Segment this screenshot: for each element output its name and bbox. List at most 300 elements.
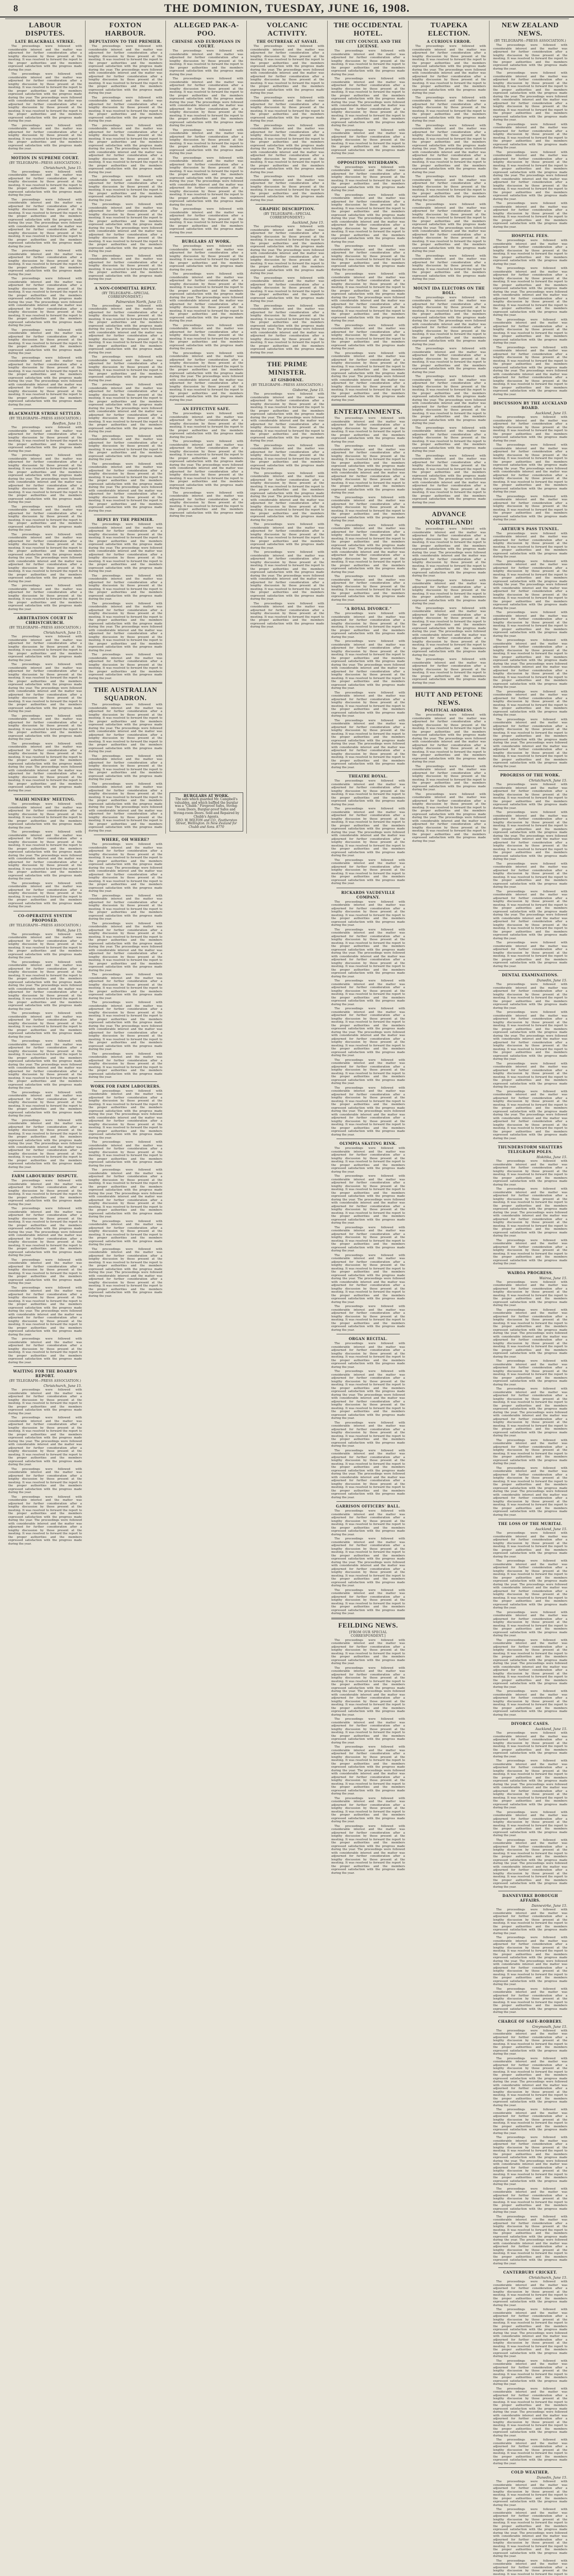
article-text: The proceedings were followed with considerable interest and the matter was adjourned for further consideration after a lengthy discussion by those present at the meeting. It was resolved to forward the report to the proper authorities and the members expressed satisfaction with the progress made during the year. bbox=[493, 416, 567, 443]
article-text: The proceedings were followed with considerable interest and the matter was adjourned for further consideration after a lengthy discussion by those present at the meeting. It was resolved to forward the report to the proper authorities and the members expressed satisfaction with the progress made during the year. bbox=[493, 1908, 567, 1935]
column-2 bbox=[86, 21, 166, 834]
article-text: The proceedings were followed with considerable interest and the matter was adjourned for further consideration after a lengthy discussion by those present at the meeting. It was resolved to forward the report to the proper authorities and the members expressed satisfaction with the progress made during the year. bbox=[89, 894, 162, 921]
divider bbox=[498, 2016, 562, 2017]
article-text: The proceedings were followed with considerable interest and the matter was adjourned for further consideration after a lengthy discussion by those present at the meeting. It was resolved to forward the report to the proper authorities and the members expressed satisfaction with the progress made during the year. bbox=[493, 983, 567, 1010]
subheading: WORK FOR FARM LABOURERS. bbox=[89, 1084, 162, 1089]
divider bbox=[175, 236, 238, 237]
subheading: WAIROA PROGRESS. bbox=[493, 1270, 567, 1275]
article-text: The proceedings were followed with considerable interest and the matter was adjourned for further consideration after a lengthy discussion by those present at the meeting. It was resolved to forward the report to the proper authorities and the members expressed satisfaction with the progress made during the year. bbox=[493, 611, 567, 638]
article-text: The proceedings were followed with considerable interest and the matter was adjourned for further consideration after a lengthy discussion by those present at the meeting. It was resolved to forward the report to the proper authorities and the members expressed satisfaction with the progress made during the year. The proceedings were followed with considerable interest and the matter was adjourned for further consideration after a lengthy discussion by those present at the meeting. It was resolved to forward the report to the proper authorities and the members expressed satisfaction with the progress made during the year. bbox=[493, 1090, 567, 1141]
dateline: Dunedin, June 15. bbox=[493, 2476, 567, 2480]
article-text: The proceedings were followed with considerable interest and the matter was adjourned for further consideration after a lengthy discussion by those present at the meeting. It was resolved to forward the report to the proper authorities and the members expressed satisfaction with the progress made during the year. The proceedings were followed with considerable interest and the matter was adjourned for further consideration after a lengthy discussion by those present at the meeting. It was resolved to forward the report to the proper authorities and the members expressed satisfaction with the progress made during the year. bbox=[89, 1168, 162, 1219]
article-text: The proceedings were followed with considerable interest and the matter was adjourned for further consideration after a lengthy discussion by those present at the meeting. It was resolved to forward the report to the proper authorities and the members expressed satisfaction with the progress made during the year. bbox=[250, 175, 324, 202]
subheading: POLITICAL ADDRESS. bbox=[412, 708, 486, 713]
article-text: The proceedings were followed with considerable interest and the matter was adjourned for further consideration after a lengthy discussion by those present at the meeting. It was resolved to forward the report to the proper authorities and the members expressed satisfaction with the progress made during the year. bbox=[89, 355, 162, 382]
article-text: The proceedings were followed with considerable interest and the matter was adjourned for further consideration after a lengthy discussion by those present at the meeting. It was resolved to forward the report to the proper authorities and the members expressed satisfaction with the progress made during the year. The proceedings were followed with considerable interest and the matter was adjourned for further consideration after a lengthy discussion by those present at the meeting. It was resolved to forward the report to the proper authorities and the members expressed satisfaction with the progress made during the year. bbox=[331, 1537, 405, 1588]
article-text: The proceedings were followed with considerable interest and the matter was adjourned for further consideration after a lengthy discussion by those present at the meeting. It was resolved to forward the report to the proper authorities and the members expressed satisfaction with the progress made during the year. bbox=[8, 249, 82, 276]
divider bbox=[94, 283, 157, 284]
article-text: The proceedings were followed with considerable interest and the matter was adjourned for further consideration after a lengthy discussion by those present at the meeting. It was resolved to forward the report to the proper authorities and the members expressed satisfaction with the progress made during the year. bbox=[493, 1439, 567, 1466]
credit-line: [FROM OUR SPECIAL CORRESPONDENT.] bbox=[331, 1631, 405, 1638]
credit-line: (BY TELEGRAPH—PRESS ASSOCIATION.) bbox=[8, 417, 82, 420]
subheading: THEATRE ROYAL. bbox=[331, 774, 405, 778]
article-text: The proceedings were followed with considerable interest and the matter was adjourned for further consideration after a lengthy discussion by those present at the meeting. It was resolved to forward the report to the proper authorities and the members expressed satisfaction with the progress made during the year. The proceedings were followed with considerable interest and the matter was adjourned for further consideration after a lengthy discussion by those present at the meeting. It was resolved to forward the report to the proper authorities and the members expressed satisfaction with the progress made during the year. bbox=[170, 352, 243, 402]
article-text: The proceedings were followed with considerable interest and the matter was adjourned for further consideration after a lengthy discussion by those present at the meeting. It was resolved to forward the report to the proper authorities and the members expressed satisfaction with the progress made during the year. bbox=[8, 584, 82, 611]
credit-line: (BY TELEGRAPH—PRESS ASSOCIATION.) bbox=[8, 924, 82, 927]
article-text: The proceedings were followed with considerable interest and the matter was adjourned for further consideration after a lengthy discussion by those present at the meeting. It was resolved to forward the report to the proper authorities and the members expressed satisfaction with the progress made during the year. The proceedings were followed with considerable interest and the matter was adjourned for further consideration after a lengthy discussion by those present at the meeting. It was resolved to forward the report to the proper authorities and the members expressed satisfaction with the progress made during the year. bbox=[250, 45, 324, 95]
article-text: The proceedings were followed with considerable interest and the matter was adjourned for further consideration after a lengthy discussion by those present at the meeting. It was resolved to forward the report to the proper authorities and the members expressed satisfaction with the progress made during the year. The proceedings were followed with considerable interest and the matter was adjourned for further consideration after a lengthy discussion by those present at the meeting. It was resolved to forward the report to the proper authorities and the members expressed satisfaction with the progress made during the year. bbox=[331, 524, 405, 574]
article-text: The proceedings were followed with considerable interest and the matter was adjourned for further consideration after a lengthy discussion by those present at the meeting. It was resolved to forward the report to the proper authorities and the members expressed satisfaction with the progress made during the year. The proceedings were followed with considerable interest and the matter was adjourned for further consideration after a lengthy discussion by those present at the meeting. It was resolved to forward the report to the proper authorities and the members expressed satisfaction with the progress made during the year. bbox=[412, 203, 486, 253]
article-text: The proceedings were followed with considerable interest and the matter was adjourned for further consideration after a lengthy discussion by those present at the meeting. It was resolved to forward the report to the proper authorities and the members expressed satisfaction with the progress made during the year. bbox=[493, 239, 567, 266]
article-text: The proceedings were followed with considerable interest and the matter was adjourned for further consideration after a lengthy discussion by those present at the meeting. It was resolved to forward the report to the proper authorities and the members expressed satisfaction with the progress made during the year. bbox=[493, 1690, 567, 1717]
article-text: The proceedings were followed with considerable interest and the matter was adjourned for further consideration after a lengthy discussion by those present at the meeting. It was resolved to forward the report to the proper authorities and the members expressed satisfaction with the progress made during the year. bbox=[250, 277, 324, 303]
subheading: DEPUTATION TO THE PREMIER. bbox=[89, 39, 162, 44]
article-text: The proceedings were followed with considerable interest and the matter was adjourned for further consideration after a lengthy discussion by those present at the meeting. It was resolved to forward the report to the proper authorities and the members expressed satisfaction with the progress made during the year. bbox=[493, 1732, 567, 1758]
subheading: MOUNT IDA ELECTORS ON THE ROLL. bbox=[412, 286, 486, 295]
divider bbox=[256, 204, 319, 205]
subheading: A CURIOUS ERROR. bbox=[412, 39, 486, 44]
dateline: Gisborne, June 15. bbox=[250, 388, 324, 392]
article-text: The proceedings were followed with considerable interest and the matter was adjourned for further consideration after a lengthy discussion by those present at the meeting. It was resolved to forward the report to the proper authorities and the members expressed satisfaction with the progress made during the year. bbox=[8, 1259, 82, 1285]
headline: THE OCCIDENTAL HOTEL. bbox=[331, 22, 405, 38]
headline: VOLCANIC ACTIVITY. bbox=[250, 22, 324, 38]
article-text: The proceedings were followed with considerable interest and the matter was adjourned for further consideration after a lengthy discussion by those present at the meeting. It was resolved to forward the report to the proper authorities and the members expressed satisfaction with the progress made during the year. bbox=[331, 1718, 405, 1744]
article-text: The proceedings were followed with considerable interest and the matter was adjourned for further consideration after a lengthy discussion by those present at the meeting. It was resolved to forward the report to the proper authorities and the members expressed satisfaction with the progress made during the year. bbox=[89, 973, 162, 1000]
article-text: The proceedings were followed with considerable interest and the matter was adjourned for further consideration after a lengthy discussion by those present at the meeting. It was resolved to forward the report to the proper authorities and the members expressed satisfaction with the progress made during the year. The proceedings were followed with considerable interest and the matter was adjourned for further consideration after a lengthy discussion by those present at the meeting. It was resolved to forward the report to the proper authorities and the members expressed satisfaction with the progress made during the year. bbox=[493, 1387, 567, 1438]
article-text: The proceedings were followed with considerable interest and the matter was adjourned for further consideration after a lengthy discussion by those present at the meeting. It was resolved to forward the report to the proper authorities and the members expressed satisfaction with the progress made during the year. bbox=[331, 612, 405, 639]
article-text: The proceedings were followed with considerable interest and the matter was adjourned for further consideration after a lengthy discussion by those present at the meeting. It was resolved to forward the report to the proper authorities and the members expressed satisfaction with the progress made during the year. The proceedings were followed with considerable interest and the matter was adjourned for further consideration after a lengthy discussion by those present at the meeting. It was resolved to forward the report to the proper authorities and the members expressed satisfaction with the progress made during the year. bbox=[8, 277, 82, 328]
headline: LABOUR DISPUTES. bbox=[8, 22, 82, 38]
article-text: The proceedings were followed with considerable interest and the matter was adjourned for further consideration after a lengthy discussion by those present at the meeting. It was resolved to forward the report to the proper authorities and the members expressed satisfaction with the progress made during the year. The proceedings were followed with considerable interest and the matter was adjourned for further consideration after a lengthy discussion by those present at the meeting. It was resolved to forward the report to the proper authorities and the members expressed satisfaction with the progress made during the year. bbox=[493, 2215, 567, 2266]
article-text: The proceedings were followed with considerable interest and the matter was adjourned for further consideration after a lengthy discussion by those present at the meeting. It was resolved to forward the report to the proper authorities and the members expressed satisfaction with the progress made during the year. bbox=[493, 783, 567, 810]
subheading: GRAPHIC DESCRIPTION. bbox=[250, 207, 324, 211]
article-text: The proceedings were followed with considerable interest and the matter was adjourned for further consideration after a lengthy discussion by those present at the meeting. It was resolved to forward the report to the proper authorities and the members expressed satisfaction with the progress made during the year. bbox=[493, 123, 567, 150]
article-text: The proceedings were followed with considerable interest and the matter was adjourned for further consideration after a lengthy discussion by those present at the meeting. It was resolved to forward the report to the proper authorities and the members expressed satisfaction with the progress made during the year. bbox=[170, 324, 243, 351]
subheading: LATE BLACKBALL STRIKE. bbox=[8, 39, 82, 44]
article-text: The proceedings were followed with considerable interest and the matter was adjourned for further consideration after a lengthy discussion by those present at the meeting. It was resolved to forward the report to the proper authorities and the members expressed satisfaction with the progress made during the year. bbox=[331, 575, 405, 602]
article-text: The proceedings were followed with considerable interest and the matter was adjourned for further consideration after a lengthy discussion by those present at the meeting. It was resolved to forward the report to the proper authorities and the members expressed satisfaction with the progress made during the year. The proceedings were followed with considerable interest and the matter was adjourned for further consideration after a lengthy discussion by those present at the meeting. It was resolved to forward the report to the proper authorities and the members expressed satisfaction with the progress made during the year. bbox=[493, 2508, 567, 2558]
article-text: The proceedings were followed with considerable interest and the matter was adjourned for further consideration after a lengthy discussion by those present at the meeting. It was resolved to forward the report to the proper authorities and the members expressed satisfaction with the progress made during the year. bbox=[331, 1421, 405, 1448]
article-text: The proceedings were followed with considerable interest and the matter was adjourned for further consideration after a lengthy discussion by those present at the meeting. It was resolved to forward the report to the proper authorities and the members expressed satisfaction with the progress made during the year. The proceedings were followed with considerable interest and the matter was adjourned for further consideration after a lengthy discussion by those present at the meeting. It was resolved to forward the report to the proper authorities and the members expressed satisfaction with the progress made during the year. bbox=[89, 1090, 162, 1140]
article-text: The proceedings were followed with considerable interest and the matter was adjourned for further consideration after a lengthy discussion by those present at the meeting. It was resolved to forward the report to the proper authorities and the members expressed satisfaction with the progress made during the year. The proceedings were followed with considerable interest and the matter was adjourned for further consideration after a lengthy discussion by those present at the meeting. It was resolved to forward the report to the proper authorities and the members expressed satisfaction with the progress made during the year. bbox=[412, 124, 486, 175]
article-text: The proceedings were followed with considerable interest and the matter was adjourned for further consideration after a lengthy discussion by those present at the meeting. It was resolved to forward the report to the proper authorities and the members expressed satisfaction with the progress made during the year. bbox=[250, 602, 324, 629]
article-text: The proceedings were followed with considerable interest and the matter was adjourned for further consideration after a lengthy discussion by those present at the meeting. It was resolved to forward the report to the proper authorities and the members expressed satisfaction with the progress made during the year. bbox=[331, 1226, 405, 1253]
article-text: The proceedings were followed with considerable interest and the matter was adjourned for further consideration after a lengthy discussion by those present at the meeting. It was resolved to forward the report to the proper authorities and the members expressed satisfaction with the progress made during the year. bbox=[8, 45, 82, 72]
dateline: Auckland, June 15. bbox=[250, 221, 324, 225]
subheading: CHARGE OF SAFE-ROBBERY. bbox=[493, 2019, 567, 2024]
article-text: The proceedings were followed with considerable interest and the matter was adjourned for further consideration after a lengthy discussion by those present at the meeting. It was resolved to forward the report to the proper authorities and the members expressed satisfaction with the progress made during the year. bbox=[493, 1160, 567, 1187]
headline: FOXTON HARBOUR. bbox=[89, 22, 162, 38]
article-text: The proceedings were followed with considerable interest and the matter was adjourned for further consideration after a lengthy discussion by those present at the meeting. It was resolved to forward the report to the proper authorities and the members expressed satisfaction with the progress made during the year. bbox=[331, 859, 405, 886]
article-text: The proceedings were followed with considerable interest and the matter was adjourned for further consideration after a lengthy discussion by those present at the meeting. It was resolved to forward the report to the proper authorities and the members expressed satisfaction with the progress made during the year. The proceedings were followed with considerable interest and the matter was adjourned for further consideration after a lengthy discussion by those present at the meeting. It was resolved to forward the report to the proper authorities and the members expressed satisfaction with the progress made during the year. bbox=[493, 346, 567, 397]
page-number: 8 bbox=[13, 3, 18, 14]
article-text: The proceedings were followed with considerable interest and the matter was adjourned for further consideration after a lengthy discussion by those present at the meeting. It was resolved to forward the report to the proper authorities and the members expressed satisfaction with the progress made during the year. bbox=[170, 245, 243, 272]
divider bbox=[498, 2267, 562, 2268]
article-text: The proceedings were followed with considerable interest and the matter was adjourned for further consideration after a lengthy discussion by those present at the meeting. It was resolved to forward the report to the proper authorities and the members expressed satisfaction with the progress made during the year. bbox=[331, 979, 405, 1006]
subheading: THE LOSS OF THE MURITAI. bbox=[493, 1521, 567, 1526]
article-text: The proceedings were followed with considerable interest and the matter was adjourned for further consideration after a lengthy discussion by those present at the meeting. It was resolved to forward the report to the proper authorities and the members expressed satisfaction with the progress made during the year. bbox=[89, 1053, 162, 1079]
article-text: The proceedings were followed with considerable interest and the matter was adjourned for further consideration after a lengthy discussion by those present at the meeting. It was resolved to forward the report to the proper authorities and the members expressed satisfaction with the progress made during the year. The proceedings were followed with considerable interest and the matter was adjourned for further consideration after a lengthy discussion by those present at the meeting. It was resolved to forward the report to the proper authorities and the members expressed satisfaction with the progress made during the year. bbox=[89, 1248, 162, 1298]
article-text: The proceedings were followed with considerable interest and the matter was adjourned for further consideration after a lengthy discussion by those present at the meeting. It was resolved to forward the report to the proper authorities and the members expressed satisfaction with the progress made during the year. The proceedings were followed with considerable interest and the matter was adjourned for further consideration after a lengthy discussion by those present at the meeting. It was resolved to forward the report to the proper authorities and the members expressed satisfaction with the progress made during the year. bbox=[331, 1667, 405, 1717]
headline: ADVANCE NORTHLAND! bbox=[412, 510, 486, 527]
dateline: Christchurch, June 15. bbox=[493, 2276, 567, 2280]
article-text: The proceedings were followed with considerable interest and the matter was adjourned for further consideration after a lengthy discussion by those present at the meeting. It was resolved to forward the report to the proper authorities and the members expressed satisfaction with the progress made during the year. bbox=[8, 124, 82, 151]
subheading: BURGLARS AT WORK. bbox=[170, 239, 243, 244]
divider bbox=[13, 1171, 77, 1172]
dateline: Greymouth, June 15. bbox=[493, 2025, 567, 2029]
article-text: The proceedings were followed with considerable interest and the matter was adjourned for further consideration after a lengthy discussion by those present at the meeting. It was resolved to forward the report to the proper authorities and the members expressed satisfaction with the progress made during the year. bbox=[493, 690, 567, 717]
article-text: The proceedings were followed with considerable interest and the matter was adjourned for further consideration after a lengthy discussion by those present at the meeting. It was resolved to forward the report to the proper authorities and the members expressed satisfaction with the progress made during the year. bbox=[8, 1012, 82, 1039]
article-text: The proceedings were followed with considerable interest and the matter was adjourned for further consideration after a lengthy discussion by those present at the meeting. It was resolved to forward the report to the proper authorities and the members expressed satisfaction with the progress made during the year. The proceedings were followed with considerable interest and the matter was adjourned for further consideration after a lengthy discussion by those present at the meeting. It was resolved to forward the report to the proper authorities and the members expressed satisfaction with the progress made during the year. bbox=[493, 2387, 567, 2438]
article-text: The proceedings were followed with considerable interest and the matter was adjourned for further consideration after a lengthy discussion by those present at the meeting. It was resolved to forward the report to the proper authorities and the members expressed satisfaction with the progress made during the year. bbox=[8, 635, 82, 662]
article-text: The proceedings were followed with considerable interest and the matter was adjourned for further consideration after a lengthy discussion by those present at the meeting. It was resolved to forward the report to the proper authorities and the members expressed satisfaction with the progress made during the year. The proceedings were followed with considerable interest and the matter was adjourned for further consideration after a lengthy discussion by those present at the meeting. It was resolved to forward the report to the proper authorities and the members expressed satisfaction with the progress made during the year. bbox=[331, 194, 405, 244]
article-text: The proceedings were followed with considerable interest and the matter was adjourned for further consideration after a lengthy discussion by those present at the meeting. It was resolved to forward the report to the proper authorities and the members expressed satisfaction with the progress made during the year. The proceedings were followed with considerable interest and the matter was adjourned for further consideration after a lengthy discussion by those present at the meeting. It was resolved to forward the report to the proper authorities and the members expressed satisfaction with the progress made during the year. bbox=[8, 198, 82, 249]
divider bbox=[13, 153, 77, 154]
dateline: Palmerston North, June 15. bbox=[89, 300, 162, 304]
subheading: DIVORCE CASES. bbox=[493, 1721, 567, 1726]
article-text: The proceedings were followed with considerable interest and the matter was adjourned for further consideration after a lengthy discussion by those present at the meeting. It was resolved to forward the report to the proper authorities and the members expressed satisfaction with the progress made during the year. bbox=[170, 129, 243, 156]
article-text: The proceedings were followed with considerable interest and the matter was adjourned for further consideration after a lengthy discussion by those present at the meeting. It was resolved to forward the report to the proper authorities and the members expressed satisfaction with the progress made during the year. bbox=[331, 324, 405, 351]
article-text: The proceedings were followed with considerable interest and the matter was adjourned for further consideration after a lengthy discussion by those present at the meeting. It was resolved to forward the report to the proper authorities and the members expressed satisfaction with the progress made during the year. bbox=[170, 412, 243, 439]
article-text: The proceedings were followed with considerable interest and the matter was adjourned for further consideration after a lengthy discussion by those present at the meeting. It was resolved to forward the report to the proper authorities and the members expressed satisfaction with the progress made during the year. bbox=[331, 1305, 405, 1332]
columns bbox=[5, 21, 570, 835]
article-text: The proceedings were followed with considerable interest and the matter was adjourned for further consideration after a lengthy discussion by those present at the meeting. It was resolved to forward the report to the proper authorities and the members expressed satisfaction with the progress made during the year. The proceedings were followed with considerable interest and the matter was adjourned for further consideration after a lengthy discussion by those present at the meeting. It was resolved to forward the report to the proper authorities and the members expressed satisfaction with the progress made during the year. bbox=[331, 1825, 405, 1875]
article-text: The proceedings were followed with considerable interest and the matter was adjourned for further consideration after a lengthy discussion by those present at the meeting. It was resolved to forward the report to the proper authorities and the members expressed satisfaction with the progress made during the year. bbox=[170, 208, 243, 234]
headline: FEILDING NEWS. bbox=[331, 1621, 405, 1630]
article-text: The proceedings were followed with considerable interest and the matter was adjourned for further consideration after a lengthy discussion by those present at the meeting. It was resolved to forward the report to the proper authorities and the members expressed satisfaction with the progress made during the year. The proceedings were followed with considerable interest and the matter was adjourned for further consideration after a lengthy discussion by those present at the meeting. It was resolved to forward the report to the proper authorities and the members expressed satisfaction with the progress made during the year. bbox=[250, 551, 324, 601]
divider bbox=[250, 357, 324, 358]
article-text: The proceedings were followed with considerable interest and the matter was adjourned for further consideration after a lengthy discussion by those present at the meeting. It was resolved to forward the report to the proper authorities and the members expressed satisfaction with the progress made during the year. bbox=[331, 496, 405, 523]
article-text: The proceedings were followed with considerable interest and the matter was adjourned for further consideration after a lengthy discussion by those present at the meeting. It was resolved to forward the report to the proper authorities and the members expressed satisfaction with the progress made during the year. The proceedings were followed with considerable interest and the matter was adjourned for further consideration after a lengthy discussion by those present at the meeting. It was resolved to forward the report to the proper authorities and the members expressed satisfaction with the progress made during the year. bbox=[170, 157, 243, 207]
article-text: The proceedings were followed with considerable interest and the matter was adjourned for further consideration after a lengthy discussion by those present at the meeting. It was resolved to forward the report to the proper authorities and the members expressed satisfaction with the progress made during the year. The proceedings were followed with considerable interest and the matter was adjourned for further consideration after a lengthy discussion by those present at the meeting. It was resolved to forward the report to the proper authorities and the members expressed satisfaction with the progress made during the year. bbox=[8, 1207, 82, 1258]
article-text: The proceedings were followed with considerable interest and the matter was adjourned for further consideration after a lengthy discussion by those present at the meeting. It was resolved to forward the report to the proper authorities and the members expressed satisfaction with the progress made during the year. bbox=[170, 492, 243, 518]
article-text: The proceedings were followed with considerable interest and the matter was adjourned for further consideration after a lengthy discussion by those present at the meeting. It was resolved to forward the report to the proper authorities and the members expressed satisfaction with the progress made during the year. The proceedings were followed with considerable interest and the matter was adjourned for further consideration after a lengthy discussion by those present at the meeting. It was resolved to forward the report to the proper authorities and the members expressed satisfaction with the progress made during the year. bbox=[250, 393, 324, 443]
article-text: The proceedings were followed with considerable interest and the matter was adjourned for further consideration after a lengthy discussion by those present at the meeting. It was resolved to forward the report to the proper authorities and the members expressed satisfaction with the progress made during the year. The proceedings were followed with considerable interest and the matter was adjourned for further consideration after a lengthy discussion by those present at the meeting. It was resolved to forward the report to the proper authorities and the members expressed satisfaction with the progress made during the year. bbox=[250, 472, 324, 522]
article-text: The proceedings were followed with considerable interest and the matter was adjourned for further consideration after a lengthy discussion by those present at the meeting. It was resolved to forward the report to the proper authorities and the members expressed satisfaction with the progress made during the year. The proceedings were followed with considerable interest and the matter was adjourned for further consideration after a lengthy discussion by those present at the meeting. It was resolved to forward the report to the proper authorities and the members expressed satisfaction with the progress made during the year. bbox=[493, 1839, 567, 1889]
subheading: MOTION IN SUPREME COURT. bbox=[8, 156, 82, 160]
subheading: CHINESE AND EUROPEANS IN COURT. bbox=[170, 39, 243, 48]
subheading: HOSPITAL FEES. bbox=[493, 233, 567, 238]
divider bbox=[498, 770, 562, 771]
credit-line: (BY TELEGRAPH—SPECIAL CORRESPONDENT.) bbox=[250, 212, 324, 219]
article-text: The proceedings were followed with considerable interest and the matter was adjourned for further consideration after a lengthy discussion by those present at the meeting. It was resolved to forward the report to the proper authorities and the members expressed satisfaction with the progress made during the year. bbox=[8, 803, 82, 829]
article-text: The proceedings were followed with considerable interest and the matter was adjourned for further consideration after a lengthy discussion by those present at the meeting. It was resolved to forward the report to the proper authorities and the members expressed satisfaction with the progress made during the year. bbox=[8, 426, 82, 453]
subheading: AN EFFECTIVE SAFE. bbox=[170, 406, 243, 411]
article-text: The proceedings were followed with considerable interest and the matter was adjourned for further consideration after a lengthy discussion by those present at the meeting. It was resolved to forward the report to the proper authorities and the members expressed satisfaction with the progress made during the year. bbox=[89, 1220, 162, 1247]
subheading: CO-OPERATIVE SYSTEM PROPOSED. bbox=[8, 913, 82, 923]
dateline: Christchurch, June 15. bbox=[8, 166, 82, 170]
credit-line: (BY TELEGRAPH—PRESS ASSOCIATION.) bbox=[8, 161, 82, 165]
subheading: "A ROYAL DIVORCE." bbox=[331, 606, 405, 611]
article-text: The proceedings were followed with considerable interest and the matter was adjourned for further consideration after a lengthy discussion by those present at the meeting. It was resolved to forward the report to the proper authorities and the members expressed satisfaction with the progress made during the year. The proceedings were followed with considerable interest and the matter was adjourned for further consideration after a lengthy discussion by those present at the meeting. It was resolved to forward the report to the proper authorities and the members expressed satisfaction with the progress made during the year. bbox=[89, 523, 162, 573]
subheading: DANNEVIRKE BOROUGH AFFAIRS. bbox=[493, 1893, 567, 1903]
article-text: The proceedings were followed with considerable interest and the matter was adjourned for further consideration after a lengthy discussion by those present at the meeting. It was resolved to forward the report to the proper authorities and the members expressed satisfaction with the progress made during the year. bbox=[331, 779, 405, 806]
article-text: The proceedings were followed with considerable interest and the matter was adjourned for further consideration after a lengthy discussion by those present at the meeting. It was resolved to forward the report to the proper authorities and the members expressed satisfaction with the progress made during the year. bbox=[170, 49, 243, 76]
article-text: The proceedings were followed with considerable interest and the matter was adjourned for further consideration after a lengthy discussion by those present at the meeting. It was resolved to forward the report to the proper authorities and the members expressed satisfaction with the progress made during the year. bbox=[8, 1179, 82, 1206]
article-text: The proceedings were followed with considerable interest and the matter was adjourned for further consideration after a lengthy discussion by those present at the meeting. It was resolved to forward the report to the proper authorities and the members expressed satisfaction with the progress made during the year. The proceedings were followed with considerable interest and the matter was adjourned for further consideration after a lengthy discussion by those present at the meeting. It was resolved to forward the report to the proper authorities and the members expressed satisfaction with the progress made during the year. bbox=[8, 73, 82, 123]
article-text: The proceedings were followed with considerable interest and the matter was adjourned for further consideration after a lengthy discussion by those present at the meeting. It was resolved to forward the report to the proper authorities and the members expressed satisfaction with the progress made during the year. The proceedings were followed with considerable interest and the matter was adjourned for further consideration after a lengthy discussion by those present at the meeting. It was resolved to forward the report to the proper authorities and the members expressed satisfaction with the progress made during the year. bbox=[493, 444, 567, 494]
article-text: The proceedings were followed with considerable interest and the matter was adjourned for further consideration after a lengthy discussion by those present at the meeting. It was resolved to forward the report to the proper authorities and the members expressed satisfaction with the progress made during the year. The proceedings were followed with considerable interest and the matter was adjourned for further consideration after a lengthy discussion by those present at the meeting. It was resolved to forward the report to the proper authorities and the members expressed satisfaction with the progress made during the year. bbox=[8, 1040, 82, 1090]
subheading: REPLY BY THE PREMIER. bbox=[89, 517, 162, 522]
masthead bbox=[0, 0, 574, 18]
article-text: The proceedings were followed with considerable interest and the matter was adjourned for further consideration after a lengthy discussion by those present at the meeting. It was resolved to forward the report to the proper authorities and the members expressed satisfaction with the progress made during the year. The proceedings were followed with considerable interest and the matter was adjourned for further consideration after a lengthy discussion by those present at the meeting. It was resolved to forward the report to the proper authorities and the members expressed satisfaction with the progress made during the year. bbox=[493, 639, 567, 689]
article-text: The proceedings were followed with considerable interest and the matter was adjourned for further consideration after a lengthy discussion by those present at the meeting. It was resolved to forward the report to the proper authorities and the members expressed satisfaction with the progress made during the year. bbox=[331, 1342, 405, 1369]
article-text: The proceedings were followed with considerable interest and the matter was adjourned for further consideration after a lengthy discussion by those present at the meeting. It was resolved to forward the report to the proper authorities and the members expressed satisfaction with the progress made during the year. The proceedings were followed with considerable interest and the matter was adjourned for further consideration after a lengthy discussion by those present at the meeting. It was resolved to forward the report to the proper authorities and the members expressed satisfaction with the progress made during the year. bbox=[493, 151, 567, 201]
article-text: The proceedings were followed with considerable interest and the matter was adjourned for further consideration after a lengthy discussion by those present at the meeting. It was resolved to forward the report to the proper authorities and the members expressed satisfaction with the progress made during the year. bbox=[331, 1639, 405, 1666]
headline: TUAPEKA ELECTION. bbox=[412, 22, 486, 38]
article-text: The proceedings were followed with considerable interest and the matter was adjourned for further consideration after a lengthy discussion by those present at the meeting. It was resolved to forward the report to the proper authorities and the members expressed satisfaction with the progress made during the year. bbox=[331, 1589, 405, 1616]
article-text: The proceedings were followed with considerable interest and the matter was adjourned for further consideration after a lengthy discussion by those present at the meeting. It was resolved to forward the report to the proper authorities and the members expressed satisfaction with the progress made during the year. bbox=[493, 1360, 567, 1386]
article-text: The proceedings were followed with considerable interest and the matter was adjourned for further consideration after a lengthy discussion by those present at the meeting. It was resolved to forward the report to the proper authorities and the members expressed satisfaction with the progress made during the year. bbox=[8, 329, 82, 355]
divider bbox=[336, 771, 400, 772]
article-text: The proceedings were followed with considerable interest and the matter was adjourned for further consideration after a lengthy discussion by those present at the meeting. It was resolved to forward the report to the proper authorities and the members expressed satisfaction with the progress made during the year. The proceedings were followed with considerable interest and the matter was adjourned for further consideration after a lengthy discussion by those present at the meeting. It was resolved to forward the report to the proper authorities and the members expressed satisfaction with the progress made during the year. bbox=[8, 1496, 82, 1546]
subheading: AT GISBORNE. bbox=[250, 378, 324, 382]
article-text: The proceedings were followed with considerable interest and the matter was adjourned for further consideration after a lengthy discussion by those present at the meeting. It was resolved to forward the report to the proper authorities and the members expressed satisfaction with the progress made during the year. bbox=[493, 2360, 567, 2386]
article-text: The proceedings were followed with considerable interest and the matter was adjourned for further consideration after a lengthy discussion by those present at the meeting. It was resolved to forward the report to the proper authorities and the members expressed satisfaction with the progress made during the year. bbox=[493, 2108, 567, 2135]
article-text: The proceedings were followed with considerable interest and the matter was adjourned for further consideration after a lengthy discussion by those present at the meeting. It was resolved to forward the report to the proper authorities and the members expressed satisfaction with the progress made during the year. bbox=[8, 715, 82, 741]
subheading: OLYMPIA SKATING RINK. bbox=[331, 1141, 405, 1146]
article-text: The proceedings were followed with considerable interest and the matter was adjourned for further consideration after a lengthy discussion by those present at the meeting. It was resolved to forward the report to the proper authorities and the members expressed satisfaction with the progress made during the year. bbox=[412, 579, 486, 606]
dateline: Hokitika, June 15. bbox=[493, 1155, 567, 1159]
article-text: The proceedings were followed with considerable interest and the matter was adjourned for further consideration after a lengthy discussion by those present at the meeting. It was resolved to forward the report to the proper authorities and the members expressed satisfaction with the progress made during the year. bbox=[331, 901, 405, 927]
article-text: The proceedings were followed with considerable interest and the matter was adjourned for further consideration after a lengthy discussion by those present at the meeting. It was resolved to forward the report to the proper authorities and the members expressed satisfaction with the progress made during the year. The proceedings were followed with considerable interest and the matter was adjourned for further consideration after a lengthy discussion by those present at the meeting. It was resolved to forward the report to the proper authorities and the members expressed satisfaction with the progress made during the year. bbox=[493, 1759, 567, 1810]
article-text: The proceedings were followed with considerable interest and the matter was adjourned for further consideration after a lengthy discussion by those present at the meeting. It was resolved to forward the report to the proper authorities and the members expressed satisfaction with the progress made during the year. bbox=[331, 1147, 405, 1174]
article-text: The proceedings were followed with considerable interest and the matter was adjourned for further consideration after a lengthy discussion by those present at the meeting. It was resolved to forward the report to the proper authorities and the members expressed satisfaction with the progress made during the year. The proceedings were followed with considerable interest and the matter was adjourned for further consideration after a lengthy discussion by those present at the meeting. It was resolved to forward the report to the proper authorities and the members expressed satisfaction with the progress made during the year. bbox=[8, 663, 82, 714]
article-text: The proceedings were followed with considerable interest and the matter was adjourned for further consideration after a lengthy discussion by those present at the meeting. It was resolved to forward the report to the proper authorities and the members expressed satisfaction with the progress made during the year. bbox=[493, 1532, 567, 1558]
article-text: The proceedings were followed with considerable interest and the matter was adjourned for further consideration after a lengthy discussion by those present at the meeting. It was resolved to forward the report to the proper authorities and the members expressed satisfaction with the progress made during the year. The proceedings were followed with considerable interest and the matter was adjourned for further consideration after a lengthy discussion by those present at the meeting. It was resolved to forward the report to the proper authorities and the members expressed satisfaction with the progress made during the year. bbox=[331, 352, 405, 402]
article-text: The proceedings were followed with considerable interest and the matter was adjourned for further consideration after a lengthy discussion by those present at the meeting. It was resolved to forward the report to the proper authorities and the members expressed satisfaction with the progress made during the year. The proceedings were followed with considerable interest and the matter was adjourned for further consideration after a lengthy discussion by those present at the meeting. It was resolved to forward the report to the proper authorities and the members expressed satisfaction with the progress made during the year. bbox=[412, 375, 486, 426]
article-text: The proceedings were followed with considerable interest and the matter was adjourned for further consideration after a lengthy discussion by those present at the meeting. It was resolved to forward the report to the proper authorities and the members expressed satisfaction with the progress made during the year. The proceedings were followed with considerable interest and the matter was adjourned for further consideration after a lengthy discussion by those present at the meeting. It was resolved to forward the report to the proper authorities and the members expressed satisfaction with the progress made during the year. bbox=[89, 203, 162, 253]
advert-text: The safe which guarded Mr. Campbell's valuables, and which baffled the burglar was a "Chubb." Fireproof Safes, Strong-room Doors, Burglar-proof Safes and Strong-room Doors. Sold and Repaired by Chubb's Agents. bbox=[172, 798, 241, 819]
divider bbox=[13, 613, 77, 614]
article-text: The proceedings were followed with considerable interest and the matter was adjourned for further consideration after a lengthy discussion by those present at the meeting. It was resolved to forward the report to bbox=[493, 2560, 567, 2576]
article-text: The proceedings were followed with considerable interest and the matter was adjourned for further consideration after a lengthy discussion by those present at the meeting. It was resolved to forward the report to the proper authorities and the members expressed satisfaction with the progress made during the year. bbox=[89, 574, 162, 601]
subheading: CANTERBURY CRICKET. bbox=[493, 2270, 567, 2275]
article-text: The proceedings were followed with considerable interest and the matter was adjourned for further consideration after a lengthy discussion by those present at the meeting. It was resolved to forward the report to the proper authorities and the members expressed satisfaction with the progress made during the year. The proceedings were followed with considerable interest and the matter was adjourned for further consideration after a lengthy discussion by those present at the meeting. It was resolved to forward the report to the proper authorities and the members expressed satisfaction with the progress made during the year. bbox=[493, 811, 567, 861]
article-text: The proceedings were followed with considerable interest and the matter was adjourned for further consideration after a lengthy discussion by those present at the meeting. It was resolved to forward the report to the proper authorities and the members expressed satisfaction with the progress made during the year. The proceedings were followed with considerable interest and the matter was adjourned for further consideration after a lengthy discussion by those present at the meeting. It was resolved to forward the report to the proper authorities and the members expressed satisfaction with the progress made during the year. bbox=[331, 928, 405, 979]
article-text: The proceedings were followed with considerable interest and the matter was adjourned for further consideration after a lengthy discussion by those present at the meeting. It was resolved to forward the report to the proper authorities and the members expressed satisfaction with the progress made during the year. The proceedings were followed with considerable interest and the matter was adjourned for further consideration after a lengthy discussion by those present at the meeting. It was resolved to forward the report to the proper authorities and the members expressed satisfaction with the progress made during the year. bbox=[170, 440, 243, 490]
advert-title: BURGLARS AT WORK. bbox=[172, 794, 241, 798]
newspaper-page bbox=[0, 0, 574, 839]
dateline: Dannevirke, June 15. bbox=[493, 1904, 567, 1908]
article-text: The proceedings were followed with considerable interest and the matter was adjourned for further consideration after a lengthy discussion by those present at the meeting. It was resolved to forward the report to the proper authorities and the members expressed satisfaction with the progress made during the year. The proceedings were followed with considerable interest and the matter was adjourned for further consideration after a lengthy discussion by those present at the meeting. It was resolved to forward the report to the proper authorities and the members expressed satisfaction with the progress made during the year. bbox=[412, 607, 486, 657]
article-text: The proceedings were followed with considerable interest and the matter was adjourned for further consideration after a lengthy discussion by those present at the meeting. It was resolved to forward the report to the proper authorities and the members expressed satisfaction with the progress made during the year. The proceedings were followed with considerable interest and the matter was adjourned for further consideration after a lengthy discussion by those present at the meeting. It was resolved to forward the report to the proper authorities and the members expressed satisfaction with the progress made during the year. bbox=[89, 383, 162, 434]
article-text: The proceedings were followed with considerable interest and the matter was adjourned for further consideration after a lengthy discussion by those present at the meeting. It was resolved to forward the report to the proper authorities and the members expressed satisfaction with the progress made during the year. bbox=[412, 347, 486, 374]
subheading: BLACKWATER STRIKE SETTLED. bbox=[8, 411, 82, 416]
article-text: The proceedings were followed with considerable interest and the matter was adjourned for further consideration after a lengthy discussion by those present at the meeting. It was resolved to forward the report to the proper authorities and the members expressed satisfaction with the progress made during the year. bbox=[493, 862, 567, 889]
article-text: The proceedings were followed with considerable interest and the matter was adjourned for further consideration after a lengthy discussion by those present at the meeting. It was resolved to forward the report to the proper authorities and the members expressed satisfaction with the progress made during the year. The proceedings were followed with considerable interest and the matter was adjourned for further consideration after a lengthy discussion by those present at the meeting. It was resolved to forward the report to the proper authorities and the members expressed satisfaction with the progress made during the year. bbox=[331, 1449, 405, 1500]
subheading: THE CITY COUNCIL AND THE LICENSE. bbox=[331, 39, 405, 48]
dateline: Christchurch, June 15. bbox=[8, 1384, 82, 1388]
article-text: The proceedings were followed with considerable interest and the matter was adjourned for further consideration after a lengthy discussion by those present at the meeting. It was resolved to forward the report to the proper authorities and the members expressed satisfaction with the progress made during the year. bbox=[412, 658, 486, 685]
divider bbox=[331, 1618, 405, 1619]
article-text: The proceedings were followed with considerable interest and the matter was adjourned for further consideration after a lengthy discussion by those present at the meeting. It was resolved to forward the report to the proper authorities and the members expressed satisfaction with the progress made during the year. The proceedings were followed with considerable interest and the matter was adjourned for further consideration after a lengthy discussion by those present at the meeting. It was resolved to forward the report to the proper authorities and the members expressed satisfaction with the progress made during the year. bbox=[493, 1011, 567, 1061]
article-text: The proceedings were followed with considerable interest and the matter was adjourned for further consideration after a lengthy discussion by those present at the meeting. It was resolved to forward the report to the proper authorities and the members expressed satisfaction with the progress made during the year. bbox=[8, 1468, 82, 1495]
article-text: The proceedings were followed with considerable interest and the matter was adjourned for further consideration after a lengthy discussion by those present at the meeting. It was resolved to forward the report to the proper authorities and the members expressed satisfaction with the progress made during the year. The proceedings were followed with considerable interest and the matter was adjourned for further consideration after a lengthy discussion by those present at the meeting. It was resolved to forward the report to the proper authorities and the members expressed satisfaction with the progress made during the year. bbox=[250, 124, 324, 175]
subheading: GARRISON OFFICERS' BALL. bbox=[331, 1504, 405, 1509]
headline: HUTT AND PETONE NEWS. bbox=[412, 690, 486, 707]
article-text: The proceedings were followed with considerable interest and the matter was adjourned for further consideration after a lengthy discussion by those present at the meeting. It was resolved to forward the report to the proper authorities and the members expressed satisfaction with the progress made during the year. bbox=[331, 417, 405, 444]
article-text: The proceedings were followed with considerable interest and the matter was adjourned for further consideration after a lengthy discussion by those present at the meeting. It was resolved to forward the report to the proper authorities and the members expressed satisfaction with the progress made during the year. bbox=[493, 532, 567, 559]
article-text: The proceedings were followed with considerable interest and the matter was adjourned for further consideration after a lengthy discussion by those present at the meeting. It was resolved to forward the report to the proper authorities and the members expressed satisfaction with the progress made during the year. The proceedings were followed with considerable interest and the matter was adjourned for further consideration after a lengthy discussion by those present at the meeting. It was resolved to forward the report to the proper authorities and the members expressed satisfaction with the progress made during the year. bbox=[331, 1254, 405, 1304]
article-text: The proceedings were followed with considerable interest and the matter was adjourned for further consideration after a lengthy discussion by those present at the meeting. It was resolved to forward the report to the proper authorities and the members expressed satisfaction with the progress made during the year. bbox=[412, 427, 486, 453]
article-text: The proceedings were followed with considerable interest and the matter was adjourned for further consideration after a lengthy discussion by those present at the meeting. It was resolved to forward the report to the proper authorities and the members expressed satisfaction with the progress made during the year. bbox=[412, 255, 486, 281]
dateline: Christchurch, June 15. bbox=[493, 778, 567, 783]
article-text: The proceedings were followed with considerable interest and the matter was adjourned for further consideration after a lengthy discussion by those present at the meeting. It was resolved to forward the report to the proper authorities and the members expressed satisfaction with the progress made during the year. The proceedings were followed with considerable interest and the matter was adjourned for further consideration after a lengthy discussion by those present at the meeting. It was resolved to forward the report to the proper authorities and the members expressed satisfaction with the progress made during the year. bbox=[331, 1007, 405, 1058]
article-text: The proceedings were followed with considerable interest and the matter was adjourned for further consideration after a lengthy discussion by those present at the meeting. It was resolved to forward the report to the proper authorities and the members expressed satisfaction with the progress made during the year. The proceedings were followed with considerable interest and the matter was adjourned for further consideration after a lengthy discussion by those present at the meeting. It was resolved to forward the report to the proper authorities and the members expressed satisfaction with the progress made during the year. bbox=[412, 454, 486, 505]
article-text: The proceedings were followed with considerable interest and the matter was adjourned for further consideration after a lengthy discussion by those present at the meeting. It was resolved to forward the report to the proper authorities and the members expressed satisfaction with the progress made during the year. The proceedings were followed with considerable interest and the matter was adjourned for further consideration after a lengthy discussion by those present at the meeting. It was resolved to forward the report to the proper authorities and the members expressed satisfaction with the progress made during the year. bbox=[89, 843, 162, 893]
divider bbox=[417, 283, 481, 284]
article-text: The proceedings were followed with considerable interest and the matter was adjourned for further consideration after a lengthy discussion by those present at the meeting. It was resolved to forward the report to the proper authorities and the members expressed satisfaction with the progress made during the year. The proceedings were followed with considerable interest and the matter was adjourned for further consideration after a lengthy discussion by those present at the meeting. It was resolved to forward the report to the proper authorities and the members expressed satisfaction with the progress made during the year. bbox=[493, 1188, 567, 1238]
article-text: The proceedings were followed with considerable interest and the matter was adjourned for further consideration after a lengthy discussion by those present at the meeting. It was resolved to forward the report to the proper authorities and the members expressed satisfaction with the progress made during the year. The proceedings were followed with considerable interest and the matter was adjourned for further consideration after a lengthy discussion by those present at the meeting. It was resolved to forward the report to the proper authorities and the members expressed satisfaction with the progress made during the year. bbox=[331, 273, 405, 323]
subheading: WAITING FOR THE BOARD'S REPORT. bbox=[8, 1369, 82, 1378]
article-text: The proceedings were followed with considerable interest and the matter was adjourned for further consideration after a lengthy discussion by those present at the meeting. It was resolved to forward the report to the proper authorities and the members expressed satisfaction with the progress made during the year. The proceedings were followed with considerable interest and the matter was adjourned for further consideration after a lengthy discussion by those present at the meeting. It was resolved to forward the report to the proper authorities and the members expressed satisfaction with the progress made during the year. bbox=[412, 714, 486, 764]
credit-line: (BY TELEGRAPH—SPECIAL CORRESPONDENT.) bbox=[89, 292, 162, 299]
article-text: The proceedings were followed with considerable interest and the matter was adjourned for further consideration after a lengthy discussion by those present at the meeting. It was resolved to forward the report to the proper authorities and the members expressed satisfaction with the progress made during the year. The proceedings were followed with considerable interest and the matter was adjourned for further consideration after a lengthy discussion by those present at the meeting. It was resolved to forward the report to the proper authorities and the members expressed satisfaction with the progress made during the year. bbox=[493, 1309, 567, 1359]
article-text: The proceedings were followed with considerable interest and the matter was adjourned for further consideration after a lengthy discussion by those present at the meeting. It was resolved to forward the report to the proper authorities and the members expressed satisfaction with the progress made during the year. bbox=[493, 495, 567, 522]
article-text: The proceedings were followed with considerable interest and the matter was adjourned for further consideration after a lengthy discussion by those present at the meeting. It was resolved to forward the report to the proper authorities and the members expressed satisfaction with the progress made during the year. bbox=[493, 1988, 567, 2014]
credit-line: (BY TELEGRAPH—PRESS ASSOCIATION.) bbox=[8, 626, 82, 630]
article-text: The proceedings were followed with considerable interest and the matter was adjourned for further consideration after a lengthy discussion by those present at the meeting. It was resolved to forward the report to the proper authorities and the members expressed satisfaction with the progress made during the year. The proceedings were followed with considerable interest and the matter was adjourned for further consideration after a lengthy discussion by those present at the meeting. It was resolved to forward the report to the proper authorities and the members expressed satisfaction with the progress made during the year. bbox=[493, 72, 567, 122]
article-text: The proceedings were followed with considerable interest and the matter was adjourned for further consideration after a lengthy discussion by those present at the meeting. It was resolved to forward the report to the proper authorities and the members expressed satisfaction with the progress made during the year. bbox=[8, 1388, 82, 1415]
column-5 bbox=[328, 21, 409, 834]
subheading: ARTHUR'S PASS TUNNEL. bbox=[493, 527, 567, 531]
article-text: The proceedings were followed with considerable interest and the matter was adjourned for further consideration after a lengthy discussion by those present at the meeting. It was resolved to forward the report to the proper authorities and the members expressed satisfaction with the progress made during the year. bbox=[89, 175, 162, 202]
article-text: The proceedings were followed with considerable interest and the matter was adjourned for further consideration after a lengthy discussion by those present at the meeting. It was resolved to forward the report to the proper authorities and the members expressed satisfaction with the progress made during the year. The proceedings were followed with considerable interest and the matter was adjourned for further consideration after a lengthy discussion by those present at the meeting. It was resolved to forward the report to the proper authorities and the members expressed satisfaction with the progress made during the year. bbox=[89, 124, 162, 175]
article-text: The proceedings were followed with considerable interest and the matter was adjourned for further consideration after a lengthy discussion by those present at the meeting. It was resolved to forward the report to the proper authorities and the members expressed satisfaction with the progress made during the year. The proceedings were followed with considerable interest and the matter was adjourned for further consideration after a lengthy discussion by those present at the meeting. It was resolved to forward the report to the proper authorities and the members expressed satisfaction with the progress made during the year. bbox=[89, 602, 162, 653]
divider bbox=[94, 1081, 157, 1082]
column-4 bbox=[247, 21, 328, 834]
subheading: DISCUSSION BY THE AUCKLAND BOARD. bbox=[493, 401, 567, 410]
column-3 bbox=[166, 21, 247, 834]
article-text: The proceedings were followed with considerable interest and the matter was adjourned for further consideration after a lengthy discussion by those present at the meeting. It was resolved to forward the report to the proper authorities and the members expressed satisfaction with the progress made during the year. bbox=[493, 318, 567, 345]
article-text: The proceedings were followed with considerable interest and the matter was adjourned for further consideration after a lengthy discussion by those present at the meeting. It was resolved to forward the report to the proper authorities and the members expressed satisfaction with the progress made during the year. The proceedings were followed with considerable interest and the matter was adjourned for further consideration after a lengthy discussion by those present at the meeting. It was resolved to forward the report to the proper authorities and the members expressed satisfaction with the progress made during the year. bbox=[250, 304, 324, 355]
article-text: The proceedings were followed with considerable interest and the matter was adjourned for further consideration after a lengthy discussion by those present at the meeting. It was resolved to forward the report to the proper authorities and the members expressed satisfaction with the progress made during the year. bbox=[412, 765, 486, 792]
article-text: The proceedings were followed with considerable interest and the matter was adjourned for further consideration after a lengthy discussion by those present at the meeting. It was resolved to forward the report to the proper authorities and the members expressed satisfaction with the progress made during the year. The proceedings were followed with considerable interest and the matter was adjourned for further consideration after a lengthy discussion by those present at the meeting. It was resolved to forward the report to the proper authorities and the members expressed satisfaction with the progress made during the year. bbox=[493, 1467, 567, 1517]
article-text: The proceedings were followed with considerable interest and the matter was adjourned for further consideration after a lengthy discussion by those present at the meeting. It was resolved to forward the report to the proper authorities and the members expressed satisfaction with the progress made during the year. bbox=[493, 1281, 567, 1308]
article-text: The proceedings were followed with considerable interest and the matter was adjourned for further consideration after a lengthy discussion by those present at the meeting. It was resolved to forward the report to the proper authorities and the members expressed satisfaction with the progress made during the year. bbox=[89, 653, 162, 680]
article-text: The proceedings were followed with considerable interest and the matter was adjourned for further consideration after a lengthy discussion by those present at the meeting. It was resolved to forward the report to the proper authorities and the members expressed satisfaction with the progress made during the year. bbox=[331, 49, 405, 76]
dateline: Waihi, June 15. bbox=[8, 928, 82, 933]
subheading: RICKARDS VAUDEVILLE COMPANY. bbox=[331, 890, 405, 900]
article-text: The proceedings were followed with considerable interest and the matter was adjourned for further consideration after a lengthy discussion by those present at the meeting. It was resolved to forward the report to the proper authorities and the members expressed satisfaction with the progress made during the year. The proceedings were followed with considerable interest and the matter was adjourned for further consideration after a lengthy discussion by those present at the meeting. It was resolved to forward the report to the proper authorities and the members expressed satisfaction with the progress made during the year. bbox=[493, 890, 567, 941]
article-text: The proceedings were followed with considerable interest and the matter was adjourned for further consideration after a lengthy discussion by those present at the meeting. It was resolved to forward the report to the proper authorities and the members expressed satisfaction with the progress made during the year. bbox=[89, 255, 162, 281]
article-text: The proceedings were followed with considerable interest and the matter was adjourned for further consideration after a lengthy discussion by those present at the meeting. It was resolved to forward the report to the proper authorities and the members expressed satisfaction with the progress made during the year. bbox=[89, 755, 162, 782]
article-text: The proceedings were followed with considerable interest and the matter was adjourned for further consideration after a lengthy discussion by those present at the meeting. It was resolved to forward the report to the proper authorities and the members expressed satisfaction with the progress made during the year. bbox=[250, 523, 324, 550]
article-text: The proceedings were followed with considerable interest and the matter was adjourned for further consideration after a lengthy discussion by those present at the meeting. It was resolved to forward the report to the proper authorities and the members expressed satisfaction with the progress made during the year. bbox=[250, 96, 324, 123]
article-text: The proceedings were followed with considerable interest and the matter was adjourned for further consideration after a lengthy discussion by those present at the meeting. It was resolved to forward the report to the proper authorities and the members expressed satisfaction with the progress made during the year. The proceedings were followed with considerable interest and the matter was adjourned for further consideration after a lengthy discussion by those present at the meeting. It was resolved to forward the report to the proper authorities and the members expressed satisfaction with the progress made during the year. bbox=[8, 742, 82, 793]
article-text: The proceedings were followed with considerable interest and the matter was adjourned for further consideration after a lengthy discussion by those present at the meeting. It was resolved to forward the report to the proper authorities and the members expressed satisfaction with the progress made during the year. The proceedings were followed with considerable interest and the matter was adjourned for further consideration after a lengthy discussion by those present at the meeting. It was resolved to forward the report to the proper authorities and the members expressed satisfaction with the progress made during the year. bbox=[250, 225, 324, 276]
article-text: The proceedings were followed with considerable interest and the matter was adjourned for further consideration after a lengthy discussion by those present at the meeting. It was resolved to forward the report to the proper authorities and the members expressed satisfaction with the progress made during the year. The proceedings were followed with considerable interest and the matter was adjourned for further consideration after a lengthy discussion by those present at the meeting. It was resolved to forward the report to the proper authorities and the members expressed satisfaction with the progress made during the year. bbox=[8, 831, 82, 881]
article-text: The proceedings were followed with considerable interest and the matter was adjourned for further consideration after a lengthy discussion by those present at the meeting. It was resolved to forward the report to the proper authorities and the members expressed satisfaction with the progress made during the year. bbox=[331, 1797, 405, 1824]
article-text: The proceedings were followed with considerable interest and the matter was adjourned for further consideration after a lengthy discussion by those present at the meeting. It was resolved to forward the report to the proper authorities and the members expressed satisfaction with the progress made during the year. bbox=[331, 166, 405, 193]
divider bbox=[498, 1142, 562, 1143]
article-text: The proceedings were followed with considerable interest and the matter was adjourned for further consideration after a lengthy discussion by those present at the meeting. It was resolved to forward the report to the proper authorities and the members expressed satisfaction with the progress made during the year. The proceedings were followed with considerable interest and the matter was adjourned for further consideration after a lengthy discussion by those present at the meeting. It was resolved to forward the report to the proper authorities and the members expressed satisfaction with the progress made during the year. bbox=[331, 445, 405, 495]
article-text: The proceedings were followed with considerable interest and the matter was adjourned for further consideration after a lengthy discussion by those present at the meeting. It was resolved to forward the report to the proper authorities and the members expressed satisfaction with the progress made during the year. bbox=[250, 444, 324, 471]
subheading: THUNDERSTORM SHATTERS TELEGRAPH POLES. bbox=[493, 1145, 567, 1154]
article-text: The proceedings were followed with considerable interest and the matter was adjourned for further consideration after a lengthy discussion by those present at the meeting. It was resolved to forward the report to the proper authorities and the members expressed satisfaction with the progress made during the year. The proceedings were followed with considerable interest and the matter was adjourned for further consideration after a lengthy discussion by those present at the meeting. It was resolved to forward the report to the proper authorities and the members expressed satisfaction with the progress made during the year. bbox=[331, 77, 405, 128]
dateline: Wairoa, June 15. bbox=[493, 1276, 567, 1280]
article-text: The proceedings were followed with considerable interest and the matter was adjourned for further consideration after a lengthy discussion by those present at the meeting. It was resolved to forward the report to the proper authorities and the members expressed satisfaction with the progress made during the year. The proceedings were followed with considerable interest and the matter was adjourned for further consideration after a lengthy discussion by those present at the meeting. It was resolved to forward the report to the proper authorities and the members expressed satisfaction with the progress made during the year. bbox=[493, 560, 567, 611]
article-text: The proceedings were followed with considerable interest and the matter was adjourned for further consideration after a lengthy discussion by those present at the meeting. It was resolved to forward the report to the proper authorities and the members expressed satisfaction with the progress made during the year. The proceedings were followed with considerable interest and the matter was adjourned for further consideration after a lengthy discussion by those present at the meeting. It was resolved to forward the report to the proper authorities and the members expressed satisfaction with the progress made during the year. bbox=[89, 783, 162, 833]
article-text: The proceedings were followed with considerable interest and the matter was adjourned for further consideration after a lengthy discussion by those present at the meeting. It was resolved to forward the report to the proper authorities and the members expressed satisfaction with the progress made during the year. The proceedings were followed with considerable interest and the matter was adjourned for further consideration after a lengthy discussion by those present at the meeting. It was resolved to forward the report to the proper authorities and the members expressed satisfaction with the progress made during the year. bbox=[89, 304, 162, 355]
article-text: The proceedings were followed with considerable interest and the matter was adjourned for further consideration after a lengthy discussion by those present at the meeting. It was resolved to forward the report to the proper authorities and the members expressed satisfaction with the progress made during the year. The proceedings were followed with considerable interest and the matter was adjourned for further consideration after a lengthy discussion by those present at the meeting. It was resolved to forward the report to the proper authorities and the members expressed satisfaction with the progress made during the year. bbox=[331, 1370, 405, 1420]
article-text: The proceedings were followed with considerable interest and the matter was adjourned for further consideration after a lengthy discussion by those present at the meeting. It was resolved to forward the report to the proper authorities and the members expressed satisfaction with the progress made during the year. The proceedings were followed with considerable interest and the matter was adjourned for further consideration after a lengthy discussion by those present at the meeting. It was resolved to forward the report to the proper authorities and the members expressed satisfaction with the progress made during the year. bbox=[170, 273, 243, 323]
article-text: The proceedings were followed with considerable interest and the matter was adjourned for further consideration after a lengthy discussion by those present at the meeting. It was resolved to forward the report to the proper authorities and the members expressed satisfaction with the progress made during the year. bbox=[493, 1811, 567, 1838]
masthead-title: THE DOMINION, TUESDAY, JUNE 16, 1908. bbox=[0, 2, 574, 15]
article-text: The proceedings were followed with considerable interest and the matter was adjourned for further consideration after a lengthy discussion by those present at the meeting. It was resolved to forward the report to the proper authorities and the members expressed satisfaction with the progress made during the year. The proceedings were followed with considerable interest and the matter was adjourned for further consideration after a lengthy discussion by those present at the meeting. It was resolved to forward the report to the proper authorities and the members expressed satisfaction with the progress made during the year. bbox=[8, 357, 82, 407]
article-text: The proceedings were followed with considerable interest and the matter was adjourned for further consideration after a lengthy discussion by those present at the meeting. It was resolved to forward the report to the proper authorities and the members expressed satisfaction with the progress made during the year. bbox=[493, 202, 567, 229]
article-text: The proceedings were followed with considerable interest and the matter was adjourned for further consideration after a lengthy discussion by those present at the meeting. It was resolved to forward the report to the proper authorities and the members expressed satisfaction with the progress made during the year. bbox=[493, 2029, 567, 2056]
article-text: The proceedings were followed with considerable interest and the matter was adjourned for further consideration after a lengthy discussion by those present at the meeting. It was resolved to forward the report to the proper authorities and the members expressed satisfaction with the progress made during the year. bbox=[89, 435, 162, 462]
column-1 bbox=[5, 21, 86, 834]
headline: THE PRIME MINISTER. bbox=[250, 360, 324, 377]
article-text: The proceedings were followed with considerable interest and the matter was adjourned for further consideration after a lengthy discussion by those present at the meeting. It was resolved to forward the report to the proper authorities and the members expressed satisfaction with the progress made during the year. The proceedings were followed with considerable interest and the matter was adjourned for further consideration after a lengthy discussion by those present at the meeting. It was resolved to forward the report to the proper authorities and the members expressed satisfaction with the progress made during the year. bbox=[8, 1286, 82, 1337]
dateline: Auckland, June 15. bbox=[493, 1727, 567, 1731]
article-text: The proceedings were followed with considerable interest and the matter was adjourned for further consideration after a lengthy discussion by those present at the meeting. It was resolved to forward the report to the proper authorities and the members expressed satisfaction with the progress made during the year. bbox=[412, 96, 486, 123]
article-text: The proceedings were followed with considerable interest and the matter was adjourned for further consideration after a lengthy discussion by those present at the meeting. It was resolved to forward the report to the proper authorities and the members expressed satisfaction with the progress made during the year. bbox=[493, 1611, 567, 1638]
headline: NEW ZEALAND NEWS. bbox=[493, 22, 567, 38]
article-text: The proceedings were followed with considerable interest and the matter was adjourned for further consideration after a lengthy discussion by those present at the meeting. It was resolved to forward the report to the proper authorities and the members expressed satisfaction with the progress made during the year. The proceedings were followed with considerable interest and the matter was adjourned for further consideration after a lengthy discussion by those present at the meeting. It was resolved to forward the report to the proper authorities and the members expressed satisfaction with the progress made during the year. bbox=[331, 807, 405, 858]
credit-line: (BY TELEGRAPH—PRESS ASSOCIATION.) bbox=[250, 383, 324, 387]
subheading: PROGRESS OF THE WORK. bbox=[493, 773, 567, 777]
article-text: The proceedings were followed with considerable interest and the matter was adjourned for further consideration after a lengthy discussion by those present at the meeting. It was resolved to forward the report to the proper authorities and the members expressed satisfaction with the progress made during the year. bbox=[493, 2188, 567, 2214]
article-text: The proceedings were followed with considerable interest and the matter was adjourned for further consideration after a lengthy discussion by those present at the meeting. It was resolved to forward the report to the proper authorities and the members expressed satisfaction with the progress made during the year. The proceedings were followed with considerable interest and the matter was adjourned for further consideration after a lengthy discussion by those present at the meeting. It was resolved to forward the report to the proper authorities and the members expressed satisfaction with the progress made during the year. bbox=[493, 2136, 567, 2187]
safe-advert bbox=[170, 792, 243, 832]
divider bbox=[13, 1366, 77, 1367]
divider bbox=[331, 404, 405, 405]
article-text: The proceedings were followed with considerable interest and the matter was adjourned for further consideration after a lengthy discussion by those present at the meeting. It was resolved to forward the report to the proper authorities and the members expressed satisfaction with the progress made during the year. bbox=[412, 175, 486, 202]
divider bbox=[412, 506, 486, 508]
subheading: FARM LABOURERS' DISPUTE. bbox=[8, 1174, 82, 1178]
article-text: The proceedings were followed with considerable interest and the matter was adjourned for further consideration after a lengthy discussion by those present at the meeting. It was resolved to forward the report to the proper authorities and the members expressed satisfaction with the progress made during the year. The proceedings were followed with considerable interest and the matter was adjourned for further consideration after a lengthy discussion by those present at the meeting. It was resolved to forward the report to the proper authorities and the members expressed satisfaction with the progress made during the year. bbox=[89, 1001, 162, 1052]
article-text: The proceedings were followed with considerable interest and the matter was adjourned for further consideration after a lengthy discussion by those present at the meeting. It was resolved to forward the report to the proper authorities and the members expressed satisfaction with the progress made during the year. bbox=[331, 1059, 405, 1086]
article-text: The proceedings were followed with considerable interest and the matter was adjourned for further consideration after a lengthy discussion by those present at the meeting. It was resolved to forward the report to the proper authorities and the members expressed satisfaction with the progress made during the year. bbox=[493, 941, 567, 968]
subheading: ORGAN RECITAL. bbox=[331, 1336, 405, 1341]
dateline: Auckland, June 15. bbox=[493, 1527, 567, 1531]
article-text: The proceedings were followed with considerable interest and the matter was adjourned for further consideration after a lengthy discussion by those present at the meeting. It was resolved to forward the report to the proper authorities and the members expressed satisfaction with the progress made during the year. bbox=[493, 2280, 567, 2307]
article-text: The proceedings were followed with considerable interest and the matter was adjourned for further consideration after a lengthy discussion by those present at the meeting. It was resolved to forward the report to the proper authorities and the members expressed satisfaction with the progress made during the year. The proceedings were followed with considerable interest and the matter was adjourned for further consideration after a lengthy discussion by those present at the meeting. It was resolved to forward the report to the proper authorities and the members expressed satisfaction with the progress made during the year. bbox=[89, 703, 162, 754]
subheading: DENTAL EXAMINATIONS. bbox=[493, 973, 567, 977]
article-text: The proceedings were followed with considerable interest and the matter was adjourned for further consideration after a lengthy discussion by those present at the meeting. It was resolved to forward the report to the proper authorities and the members expressed satisfaction with the progress made during the year. bbox=[493, 1062, 567, 1089]
article-text: The proceedings were followed with considerable interest and the matter was adjourned for further consideration after a lengthy discussion by those present at the meeting. It was resolved to forward the report to the proper authorities and the members expressed satisfaction with the progress made during the year. The proceedings were followed with considerable interest and the matter was adjourned for further consideration after a lengthy discussion by those present at the meeting. It was resolved to forward the report to the proper authorities and the members expressed satisfaction with the progress made during the year. bbox=[493, 2308, 567, 2359]
article-text: The proceedings were followed with considerable interest and the matter was adjourned for further consideration after a lengthy discussion by those present at the meeting. It was resolved to forward the report to the proper authorities and the members expressed satisfaction with the progress made during the year. The proceedings were followed with considerable interest and the matter was adjourned for further consideration after a lengthy discussion by those present at the meeting. It was resolved to forward the report to the proper authorities and the members expressed satisfaction with the progress made during the year. bbox=[493, 2057, 567, 2108]
article-text: The proceedings were followed with considerable interest and the matter was adjourned for further consideration after a lengthy discussion by those present at the meeting. It was resolved to forward the report to the proper authorities and the members expressed satisfaction with the progress made during the year. The proceedings were followed with considerable interest and the matter was adjourned for further consideration after a lengthy discussion by those present at the meeting. It was resolved to forward the report to the proper authorities and the members expressed satisfaction with the progress made during the year. bbox=[493, 267, 567, 317]
article-text: The proceedings were followed with considerable interest and the matter was adjourned for further consideration after a lengthy discussion by those present at the meeting. It was resolved to forward the report to the proper authorities and the members expressed satisfaction with the progress made during the year. bbox=[89, 1141, 162, 1167]
article-text: The proceedings were followed with considerable interest and the matter was adjourned for further consideration after a lengthy discussion by those present at the meeting. It was resolved to forward the report to the proper authorities and the members expressed satisfaction with the progress made during the year. The proceedings were followed with considerable interest and the matter was adjourned for further consideration after a lengthy discussion by those present at the meeting. It was resolved to forward the report to the proper authorities and the members expressed satisfaction with the progress made during the year. bbox=[170, 77, 243, 128]
divider bbox=[89, 682, 162, 684]
column-6 bbox=[409, 21, 489, 834]
dateline: Reefton, June 15. bbox=[8, 421, 82, 426]
article-text: The proceedings were followed with considerable interest and the matter was adjourned for further consideration after a lengthy discussion by those present at the meeting. It was resolved to forward the report to the proper authorities and the members expressed satisfaction with the progress made during the year. bbox=[331, 129, 405, 156]
subheading: COLD WEATHER. bbox=[493, 2470, 567, 2475]
article-text: The proceedings were followed with considerable interest and the matter was adjourned for further consideration after a lengthy discussion by those present at the meeting. It was resolved to forward the report to the proper authorities and the members expressed satisfaction with the progress made during the year. bbox=[331, 245, 405, 272]
subheading: THE OUTBREAK AT SAVAII. bbox=[250, 39, 324, 44]
article-text: The proceedings were followed with considerable interest and the matter was adjourned for further consideration after a lengthy discussion by those present at the meeting. It was resolved to forward the report to the proper authorities and the members expressed satisfaction with the progress made during the year. bbox=[331, 1510, 405, 1536]
divider bbox=[498, 970, 562, 971]
article-text: The proceedings were followed with considerable interest and the matter was adjourned for further consideration after a lengthy discussion by those present at the meeting. It was resolved to forward the report to the proper authorities and the members expressed satisfaction with the progress made during the year. bbox=[493, 44, 567, 71]
article-text: The proceedings were followed with considerable interest and the matter was adjourned for further consideration after a lengthy discussion by those present at the meeting. It was resolved to forward the report to the proper authorities and the members expressed satisfaction with the progress made during the year. The proceedings were followed with considerable interest and the matter was adjourned for further consideration after a lengthy discussion by those present at the meeting. It was resolved to forward the report to the proper authorities and the members expressed satisfaction with the progress made during the year. bbox=[89, 922, 162, 973]
divider bbox=[498, 2467, 562, 2468]
headline: THE AUSTRALIAN SQUADRON. bbox=[89, 686, 162, 702]
article-text: The proceedings were followed with considerable interest and the matter was adjourned for further consideration after a lengthy discussion by those present at the meeting. It was resolved to forward the report to the proper authorities and the members expressed satisfaction with the progress made during the year. The proceedings were followed with considerable interest and the matter was adjourned for further consideration after a lengthy discussion by those present at the meeting. It was resolved to forward the report to the proper authorities and the members expressed satisfaction with the progress made during the year. bbox=[89, 45, 162, 95]
divider bbox=[13, 794, 77, 795]
advert-footer: GEO. W. WILTON and CO., Featherston Street, Wellington. In New Zealand for Chubb and Sons. 8770 bbox=[172, 819, 241, 829]
article-text: The proceedings were followed with considerable interest and the matter was adjourned for further consideration after a lengthy discussion by those present at the meeting. It was resolved to forward the report to the proper authorities and the members expressed satisfaction with the progress made during the year. The proceedings were followed with considerable interest and the matter was adjourned for further consideration after a lengthy discussion by those present at the meeting. It was resolved to forward the report to the proper authorities and the members expressed satisfaction with the progress made during the year. bbox=[89, 463, 162, 513]
credit-line: (BY TELEGRAPH—PRESS ASSOCIATION.) bbox=[8, 1379, 82, 1383]
divider bbox=[412, 687, 486, 688]
column-7 bbox=[490, 21, 570, 834]
credit-line: (BY TELEGRAPH—PRESS ASSOCIATION.) bbox=[493, 39, 567, 43]
